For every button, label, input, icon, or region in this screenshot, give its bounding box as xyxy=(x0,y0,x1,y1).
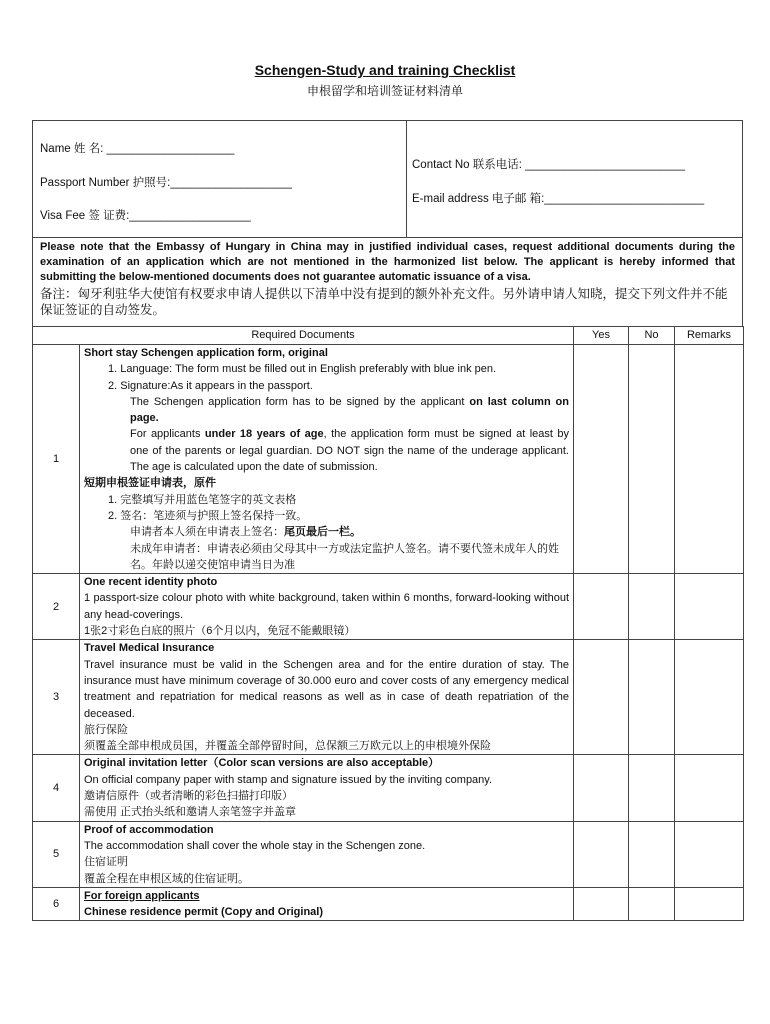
minor-note xyxy=(84,426,569,475)
table-header-row xyxy=(33,327,744,345)
minor-text-pre: For applicants xyxy=(130,428,205,441)
table-row xyxy=(33,345,744,574)
row-text-cn: 1张2寸彩色白底的照片（6个月以内，免冠不能戴眼镜） xyxy=(84,625,356,638)
list-item: 2. Signature:As it appears in the passport. xyxy=(108,379,313,392)
table-row xyxy=(33,755,744,821)
signature-text: The Schengen application form has to be signed by the applicant xyxy=(130,395,470,408)
row-text-cn: 覆盖全程在申根区域的住宿证明。 xyxy=(84,872,249,885)
row-description xyxy=(80,821,574,887)
remarks-cell[interactable] xyxy=(675,640,744,755)
no-cell[interactable] xyxy=(629,640,675,755)
row-text: Travel insurance must be valid in the Schengen area and for the entire duration of stay. The insurance must have minimum coverage of 30.000 euro and cover costs of any emergency medical treatment and repatriation for medical reasons as well as in case of death repatriation of the deceased. xyxy=(84,658,569,720)
no-cell[interactable] xyxy=(629,574,675,640)
remarks-cell[interactable] xyxy=(675,574,744,640)
row-title: Proof of accommodation xyxy=(84,823,214,836)
notice-english: Please note that the Embassy of Hungary in China may in justified individual cases, request additional documents during the examination of an application which are not mentioned in the harmonized list below. The applicant is hereby informed that submitting the below-mentioned documents does not guarantee automatic issuance of a visa. xyxy=(40,241,735,283)
signature-note xyxy=(84,394,569,427)
visa-fee-field[interactable]: Visa Fee 签 证费:___________________ xyxy=(40,210,251,222)
row-text: The accommodation shall cover the whole stay in the Schengen zone. xyxy=(84,839,426,852)
yes-cell[interactable] xyxy=(574,345,629,574)
row-title: Short stay Schengen application form, original xyxy=(84,347,328,359)
row-description xyxy=(80,574,574,640)
signature-note-cn xyxy=(84,524,569,540)
table-row xyxy=(33,574,744,640)
documents-table xyxy=(32,326,744,921)
info-divider xyxy=(406,121,407,237)
row-text-cn: 住宿证明 xyxy=(84,856,128,869)
row-number: 3 xyxy=(33,640,80,755)
header-remarks: Remarks xyxy=(675,327,744,345)
remarks-cell[interactable] xyxy=(675,887,744,921)
row-text: On official company paper with stamp and signature issued by the inviting company. xyxy=(84,773,493,786)
table-row xyxy=(33,640,744,755)
list-item-cn: 1. 完整填写并用蓝色笔签字的英文表格 xyxy=(108,493,297,506)
no-cell[interactable] xyxy=(629,887,675,921)
yes-cell[interactable] xyxy=(574,821,629,887)
yes-cell[interactable] xyxy=(574,755,629,821)
row-description xyxy=(80,755,574,821)
row-title: For foreign applicants xyxy=(84,889,200,902)
row-text: 1 passport-size colour photo with white background, taken within 6 months, forward-looking without any head-coverings. xyxy=(84,592,569,621)
row-description xyxy=(80,345,574,574)
yes-cell[interactable] xyxy=(574,574,629,640)
applicant-info-box xyxy=(32,120,743,238)
row-title: One recent identity photo xyxy=(84,576,218,589)
row-number: 4 xyxy=(33,755,80,821)
remarks-cell[interactable] xyxy=(675,345,744,574)
passport-number-field[interactable]: Passport Number 护照号:___________________ xyxy=(40,177,292,189)
minor-emphasis: under 18 years of age xyxy=(204,428,324,441)
remarks-cell[interactable] xyxy=(675,755,744,821)
signature-emphasis-cn: 尾页最后一栏。 xyxy=(284,526,361,539)
signature-text-cn: 申请者本人须在申请表上签名： xyxy=(130,526,284,539)
row-text-cn: 邀请信原件（或者清晰的彩色扫描打印版） xyxy=(84,790,293,803)
page-subtitle: 申根留学和培训签证材料清单 xyxy=(306,84,463,98)
row-text-cn: 旅行保险 xyxy=(84,723,128,736)
list-item-cn: 2. 签名：笔迹须与护照上签名保持一致。 xyxy=(108,509,308,522)
no-cell[interactable] xyxy=(629,821,675,887)
row-text: Chinese residence permit (Copy and Original) xyxy=(84,906,323,919)
row-description xyxy=(80,887,574,921)
row-description xyxy=(80,640,574,755)
contact-number-field[interactable]: Contact No 联系电话: _________________________ xyxy=(412,159,686,171)
name-field[interactable]: Name 姓 名: ____________________ xyxy=(40,143,235,155)
no-cell[interactable] xyxy=(629,345,675,574)
list-item: 1. Language: The form must be filled out in English preferably with blue ink pen. xyxy=(108,363,497,376)
notice-box xyxy=(32,237,743,327)
page-title: Schengen-Study and training Checklist xyxy=(254,62,516,78)
row-title: Travel Medical Insurance xyxy=(84,642,215,655)
row-number: 2 xyxy=(33,574,80,640)
minor-text-post: , the application form must be signed at least by one of the parents or legal guardian. DO NOT sign the name of the underage applicant. The age is calculated upon the date of submission. xyxy=(130,428,569,474)
no-cell[interactable] xyxy=(629,755,675,821)
signature-emphasis: on last column on page. xyxy=(130,395,569,425)
row-number: 1 xyxy=(33,345,80,574)
header-required-documents: Required Documents xyxy=(33,327,574,345)
email-field[interactable]: E-mail address 电子邮 箱:_________________________ xyxy=(412,193,705,205)
table-row xyxy=(33,887,744,921)
row-text-cn: 需使用 正式抬头纸和邀请人亲笔签字并盖章 xyxy=(84,806,297,819)
table-row xyxy=(33,821,744,887)
yes-cell[interactable] xyxy=(574,887,629,921)
row-title: Original invitation letter（Color scan versions are also acceptable） xyxy=(84,757,440,770)
yes-cell[interactable] xyxy=(574,640,629,755)
notice-chinese: 备注：匈牙利驻华大使馆有权要求申请人提供以下清单中没有提到的额外补充文件。另外请申请人知晓，提交下列文件并不能保证签证的自动签发。 xyxy=(40,287,728,317)
header-no: No xyxy=(629,327,675,345)
row-number: 6 xyxy=(33,887,80,921)
row-number: 5 xyxy=(33,821,80,887)
header-yes: Yes xyxy=(574,327,629,345)
row-title-cn: 短期申根签证申请表，原件 xyxy=(84,477,216,490)
remarks-cell[interactable] xyxy=(675,821,744,887)
row-text-cn: 须覆盖全部申根成员国，并覆盖全部停留时间，总保额三万欧元以上的申根境外保险 xyxy=(84,740,491,753)
minor-note-cn: 未成年申请者：申请表必须由父母其中一方或法定监护人签名。请不要代签未成年人的姓名。年龄以递交使馆申请当日为准 xyxy=(130,542,559,571)
